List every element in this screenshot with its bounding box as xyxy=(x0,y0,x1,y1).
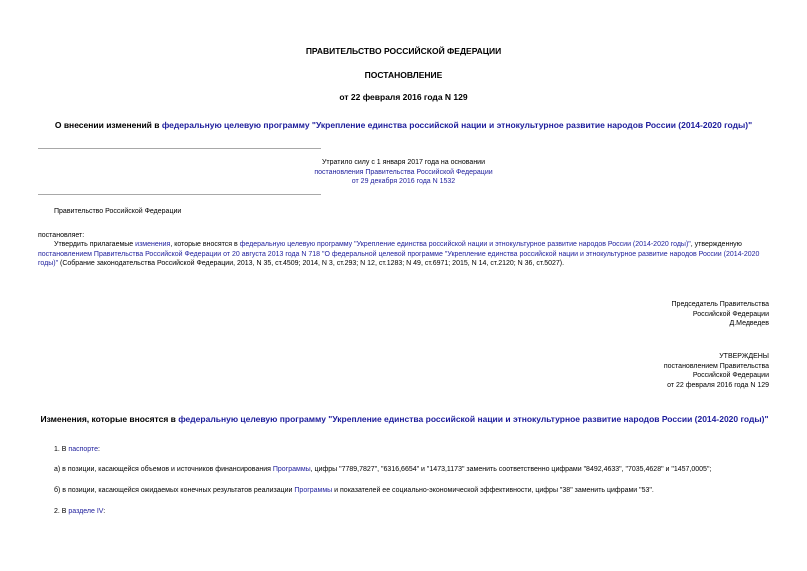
item-1 xyxy=(54,446,100,453)
signature-country: Российской Федерации xyxy=(692,310,769,318)
link-program-b[interactable]: Программы xyxy=(294,487,333,494)
item-b xyxy=(54,487,774,494)
header-org: ПРАВИТЕЛЬСТВО РОССИЙСКОЙ ФЕДЕРАЦИИ xyxy=(305,46,502,56)
changes-title-prefix: Изменения, которые вносятся в xyxy=(40,414,179,424)
link-changes[interactable]: изменения xyxy=(135,241,171,248)
approved-block xyxy=(664,352,769,390)
changes-title xyxy=(38,414,771,425)
signature-title: Председатель Правительства xyxy=(671,301,769,308)
link-section-iv[interactable]: разделе IV xyxy=(68,508,104,515)
status-note-link-date[interactable]: от 29 декабря 2016 года N 1532 xyxy=(351,178,456,185)
item-a-suffix: , цифры "7789,7827", "6316,6654" и "1473,1173" заменить соответственно цифрами "8492,4633", "7035,4628" и "1457,0005"; xyxy=(310,466,712,473)
approved-title: УТВЕРЖДЕНЫ xyxy=(719,353,769,360)
status-note-link-decree[interactable]: постановления Правительства Российской Федерации xyxy=(314,168,493,176)
p1-text-b: , которые вносятся в xyxy=(170,241,240,248)
p1-text-c: , утвержденную xyxy=(690,241,742,248)
approved-by: постановлением Правительства xyxy=(663,362,769,370)
item-1-suffix: : xyxy=(98,446,100,453)
link-federal-program[interactable]: федеральную целевую программу "Укрепление единства российской нации и этнокультурное развитие народов России (2014-2020 годы)" xyxy=(239,241,691,248)
government-line: Правительство Российской Федерации xyxy=(54,208,182,215)
p1-text-a: Утвердить прилагаемые xyxy=(54,241,136,248)
item-a xyxy=(54,466,774,473)
title-program-link[interactable]: федеральную целевую программу "Укрепление единства российской нации и этнокультурное развитие народов России (2014-2020 годы)" xyxy=(161,120,753,130)
signature-name: Д.Медведев xyxy=(729,320,769,327)
link-decree-718[interactable]: постановлением Правительства Российской Федерации от 20 августа 2013 года N 718 "О федеральной целевой программе "Укрепление единства российской нации и этнокультурное развитие народов России (2014-2020 годы)" xyxy=(38,250,760,267)
item-2 xyxy=(54,508,105,515)
link-passport[interactable]: паспорте xyxy=(68,446,99,453)
resolution-paragraph xyxy=(38,240,771,269)
status-note-line: Утратило силу с 1 января 2017 года на основании xyxy=(321,159,486,166)
signature-block xyxy=(672,300,769,329)
item-a-prefix: а) в позиции, касающейся объемов и источников финансирования xyxy=(54,466,273,473)
header-date: от 22 февраля 2016 года N 129 xyxy=(339,92,468,102)
item-2-suffix: : xyxy=(103,508,106,515)
item-b-prefix: б) в позиции, касающейся ожидаемых конечных результатов реализации xyxy=(54,487,295,494)
approved-country: Российской Федерации xyxy=(692,372,769,379)
item-2-prefix: 2. В xyxy=(54,508,69,515)
title-prefix: О внесении изменений в xyxy=(54,120,162,130)
divider-top xyxy=(38,148,321,149)
item-b-suffix: и показателей ее социально-экономической эффективности, цифры "38" заменить цифрами "53". xyxy=(332,487,654,494)
document-title xyxy=(0,120,807,130)
item-1-prefix: 1. В xyxy=(54,446,69,453)
status-note xyxy=(0,158,807,187)
changes-title-link[interactable]: федеральную целевую программу "Укрепление единства российской нации и этнокультурное развитие народов России (2014-2020 годы)" xyxy=(178,414,769,424)
resolves-line: постановляет: xyxy=(38,232,85,239)
approved-date: от 22 февраля 2016 года N 129 xyxy=(667,381,769,389)
p1-text-d: (Собрание законодательства Российской Федерации, 2013, N 35, ст.4509; 2014, N 3, ст.293; N 12, ст.1283; N 49, ст.6971; 2015, N 14, ст.2120; N 36, ст.5027). xyxy=(58,260,565,267)
header-doc-type: ПОСТАНОВЛЕНИЕ xyxy=(364,70,443,80)
divider-bottom xyxy=(38,194,321,195)
link-program-a[interactable]: Программы xyxy=(272,466,311,473)
